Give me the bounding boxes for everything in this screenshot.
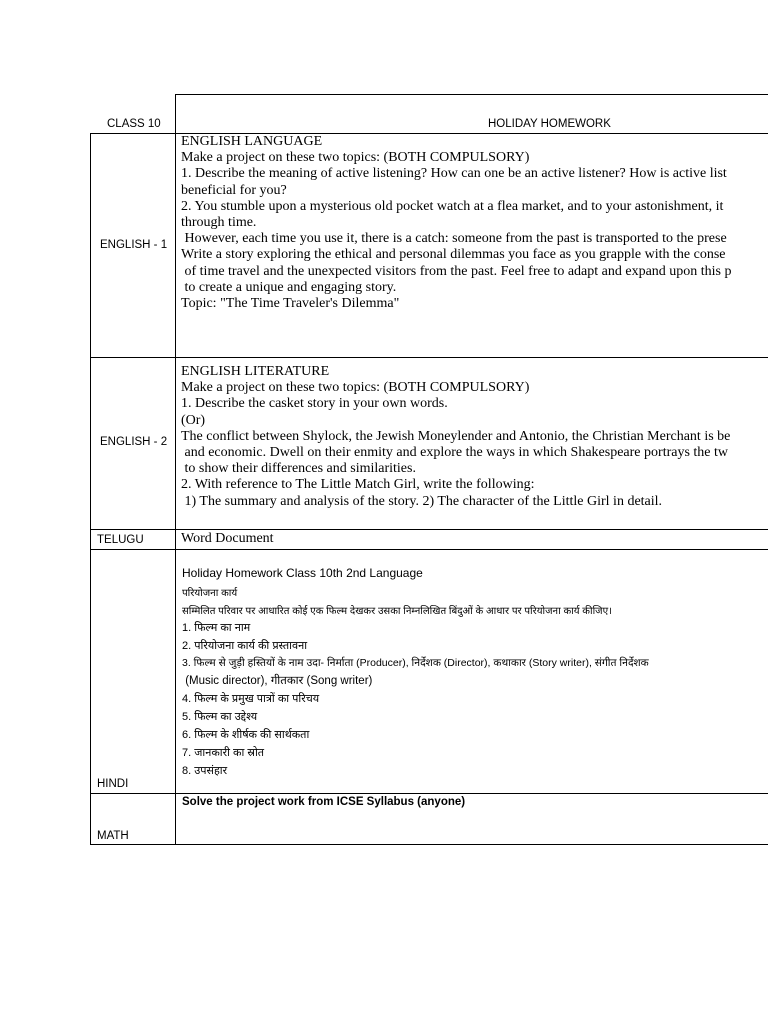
telugu-content: Word Document bbox=[181, 531, 274, 546]
hindi-item: 3. फिल्म से जुड़ी हस्तियों के नाम उदा- निर्माता (Producer), निर्देशक (Director), कथाकार (Story writer), संगीत निर्देशक bbox=[182, 657, 649, 669]
column-divider bbox=[175, 94, 176, 845]
subject-hindi: HINDI bbox=[97, 778, 129, 790]
english-1-line: beneficial for you? bbox=[181, 182, 287, 198]
english-2-line: 1) The summary and analysis of the story. 2) The character of the Little Girl in detail. bbox=[181, 493, 663, 509]
english-1-line: 1. Describe the meaning of active listening? How can one be an active listener? How is active list bbox=[181, 166, 727, 182]
page-title: HOLIDAY HOMEWORK bbox=[488, 118, 611, 130]
english-2-line: The conflict between Shylock, the Jewish Moneylender and Antonio, the Christian Merchant is be bbox=[181, 428, 731, 444]
english-2-content bbox=[181, 364, 768, 510]
english2-row-border bbox=[90, 529, 768, 530]
english-1-line: of time travel and the unexpected visitors from the past. Feel free to adapt and expand upon this p bbox=[181, 263, 732, 279]
math-content: Solve the project work from ICSE Syllabus (anyone) bbox=[182, 796, 466, 808]
hindi-item: 8. उपसंहार bbox=[182, 765, 228, 777]
english-2-line: and economic. Dwell on their enmity and explore the ways in which Shakespeare portrays the tw bbox=[181, 445, 729, 461]
telugu-row-border bbox=[90, 549, 768, 550]
table-top-border bbox=[175, 94, 768, 95]
english-1-line: ENGLISH LANGUAGE bbox=[181, 134, 323, 149]
table-left-border bbox=[90, 133, 91, 845]
english-1-line: to create a unique and engaging story. bbox=[181, 279, 397, 295]
table-bottom-border bbox=[90, 844, 768, 845]
hindi-item: 6. फिल्म के शीर्षक की सार्थकता bbox=[182, 729, 310, 741]
hindi-item: 1. फिल्म का नाम bbox=[182, 622, 251, 634]
english-2-line: 2. With reference to The Little Match Girl, write the following: bbox=[181, 477, 535, 493]
hindi-subtitle: परियोजना कार्य bbox=[182, 588, 238, 599]
hindi-item: 7. जानकारी का स्रोत bbox=[182, 747, 265, 759]
english-1-line: Write a story exploring the ethical and personal dilemmas you face as you grapple with the conse bbox=[181, 247, 726, 263]
hindi-row-border bbox=[90, 793, 768, 794]
english-1-line: 2. You stumble upon a mysterious old pocket watch at a flea market, and to your astonishment, it bbox=[181, 198, 724, 214]
english1-row-border bbox=[90, 357, 768, 358]
english-2-line: 1. Describe the casket story in your own words. bbox=[181, 396, 448, 412]
subject-english-1: ENGLISH - 1 bbox=[100, 239, 168, 251]
hindi-instruction: सम्मिलित परिवार पर आधारित कोई एक फिल्म देखकर उसका निम्नलिखित बिंदुओं के आधार पर परियोजना कार्य कीजिए। bbox=[182, 606, 612, 617]
english-1-line: Make a project on these two topics: (BOTH COMPULSORY) bbox=[181, 150, 530, 166]
english-1-line: However, each time you use it, there is a catch: someone from the past is transported to the prese bbox=[181, 231, 727, 247]
class-label: CLASS 10 bbox=[107, 118, 161, 130]
english-2-line: to show their differences and similarities. bbox=[181, 461, 416, 477]
hindi-item: 5. फिल्म का उद्देश्य bbox=[182, 711, 258, 723]
subject-english-2: ENGLISH - 2 bbox=[100, 436, 168, 448]
subject-telugu: TELUGU bbox=[97, 534, 144, 546]
hindi-item: (Music director), गीतकार (Song writer) bbox=[182, 675, 373, 687]
english-2-line: ENGLISH LITERATURE bbox=[181, 364, 330, 379]
hindi-item: 2. परियोजना कार्य की प्रस्तावना bbox=[182, 640, 308, 652]
english-1-line: Topic: "The Time Traveler's Dilemma" bbox=[181, 296, 400, 312]
english-2-line: (Or) bbox=[181, 412, 206, 428]
english-1-content bbox=[181, 134, 768, 312]
english-2-line: Make a project on these two topics: (BOTH COMPULSORY) bbox=[181, 380, 530, 396]
subject-math: MATH bbox=[97, 830, 129, 842]
hindi-item: 4. फिल्म के प्रमुख पात्रों का परिचय bbox=[182, 693, 320, 705]
english-1-line: through time. bbox=[181, 215, 257, 231]
hindi-title: Holiday Homework Class 10th 2nd Language bbox=[182, 566, 423, 580]
